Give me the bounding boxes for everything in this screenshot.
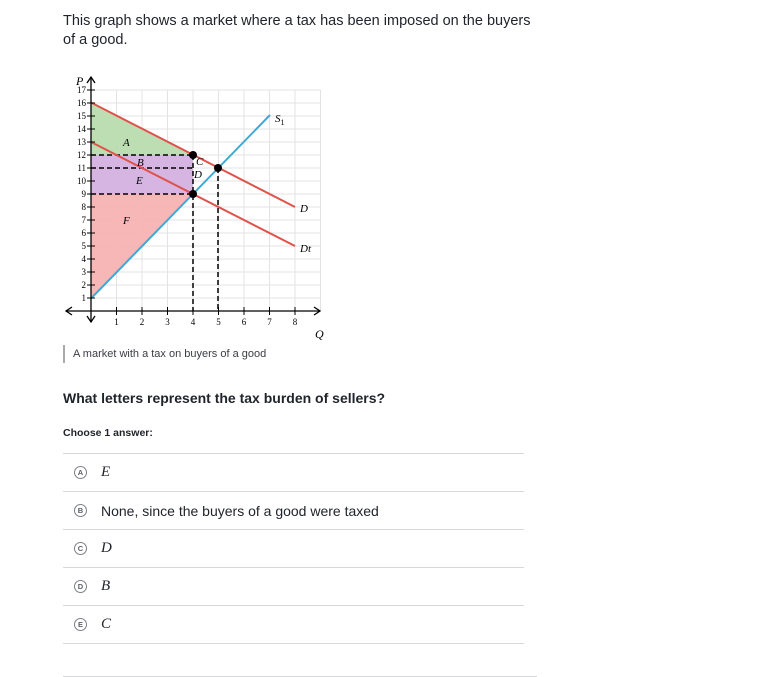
y-tick-label: 14 [77,124,86,134]
region-label-e: E [136,175,143,187]
y-tick-label: 10 [77,176,86,186]
choice-text-c: D [101,540,112,556]
y-tick-label: 4 [81,254,86,264]
y-tick-label: 7 [81,215,86,225]
x-tick-label: 4 [190,317,196,327]
y-tick-label: 12 [77,150,86,160]
y-tick-label: 11 [77,163,86,173]
x-tick-label: 6 [241,317,247,327]
choice-letter-e: E [74,618,87,631]
choice-letter-b: B [74,504,87,517]
y-tick-label: 6 [81,228,86,238]
market-graph [58,70,348,350]
graph-caption: A market with a tax on buyers of a good [63,345,266,363]
curve-label-dt: Dt [300,243,311,255]
y-tick-label: 8 [81,202,86,212]
y-tick-label: 16 [77,98,86,108]
y-tick-label: 1 [81,293,86,303]
x-tick-label: 1 [114,317,119,327]
choose-label: Choose 1 answer: [63,427,153,439]
x-tick-label: 2 [139,317,145,327]
choice-e[interactable] [63,606,524,644]
choice-text-e: C [101,616,112,632]
y-tick-label: 5 [81,241,86,251]
choice-text-a: E [101,464,111,480]
x-tick-label: 3 [165,317,170,327]
choice-letter-d: D [74,580,87,593]
question-intro: This graph shows a market where a tax has been imposed on the buyers of a good. [63,13,531,48]
region-label-f: F [123,215,130,227]
choice-c[interactable] [63,530,524,568]
y-tick-label: 13 [77,137,86,147]
x-tick-label: 7 [267,317,272,327]
axis-label-p: P [76,74,84,88]
region-label-c: C [196,156,204,168]
question-text: What letters represent the tax burden of sellers? [63,390,386,406]
x-tick-label: 5 [216,317,221,327]
choice-b[interactable] [63,492,524,530]
choice-letter-a: A [74,466,87,479]
curve-label-d: D [300,203,308,215]
point-no-tax-equilibrium [214,164,222,172]
choice-a[interactable] [63,454,524,492]
choice-letter-c: C [74,542,87,555]
point-tax-sellers-price [189,190,197,198]
y-tick-label: 3 [81,267,86,277]
region-label-a: A [123,137,130,149]
x-tick-label: 8 [292,317,298,327]
y-tick-label: 9 [81,189,86,199]
curve-label-s1: $S_1$ [275,113,285,127]
region-label-b: B [137,157,144,169]
region-label-d: D [194,169,202,181]
choice-d[interactable] [63,568,524,606]
choice-text-b: None, since the buyers of a good were taxed [101,502,379,519]
y-tick-label: 2 [81,280,86,290]
y-tick-label: 15 [77,111,86,121]
axis-label-q: Q [315,327,324,341]
y-tick-label: 17 [77,85,86,95]
choice-text-d: B [101,578,111,594]
answer-choices [63,453,524,644]
